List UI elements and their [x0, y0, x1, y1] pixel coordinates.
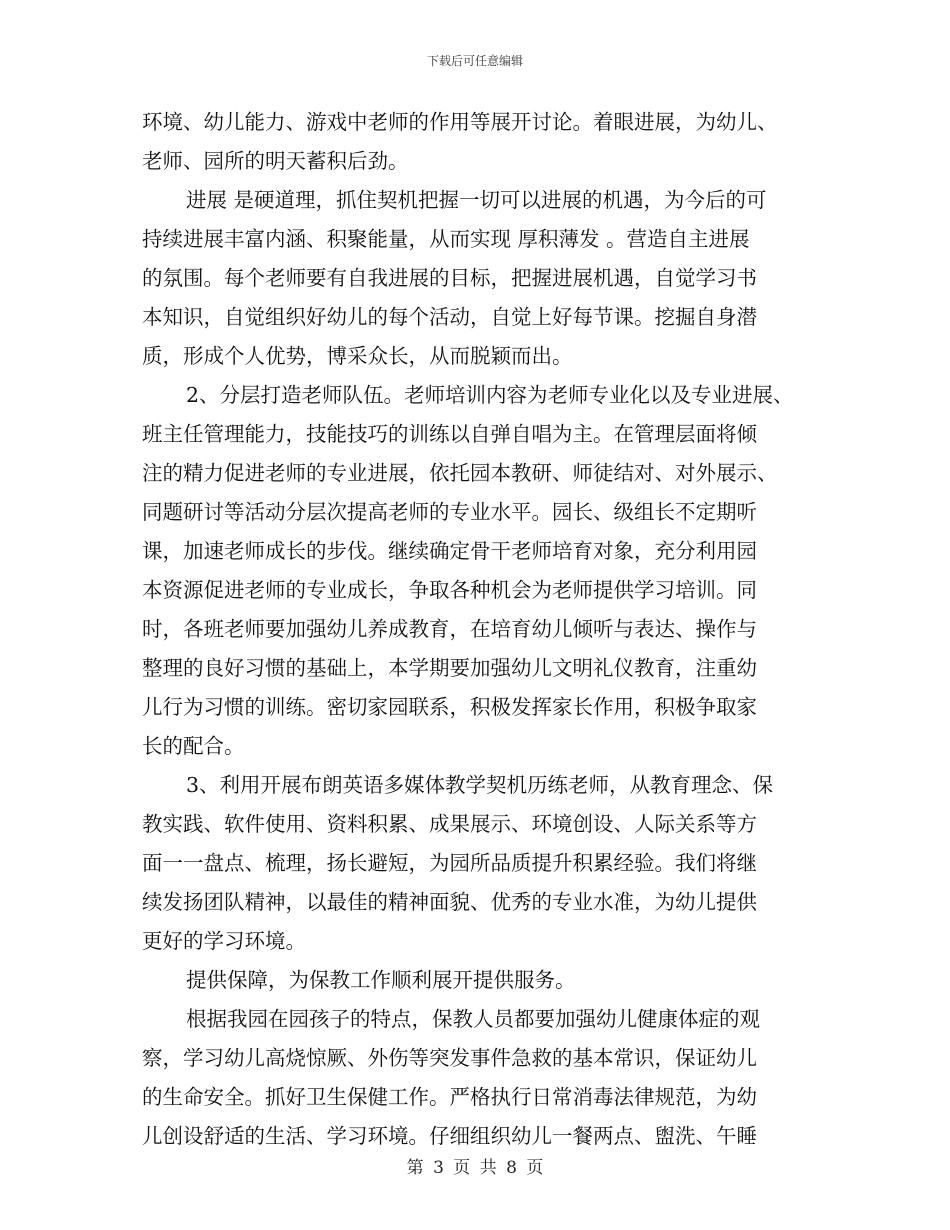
text-line: 时，各班老师要加强幼儿养成教育，在培育幼儿倾听与表达、操作与 [142, 617, 757, 641]
text-line: 同题研讨等活动分层次提高老师的专业水平。园长、级组长不定期听 [142, 500, 757, 524]
text-line: 进展 是硬道理，抓住契机把握一切可以进展的机遇，为今后的可 [186, 188, 767, 212]
text-line: 教实践、软件使用、资料积累、成果展示、环境创设、人际关系等方 [142, 812, 757, 836]
text-line: 察，学习幼儿高烧惊厥、外伤等突发事件急救的基本常识，保证幼儿 [142, 1046, 757, 1070]
text-line: 本知识，自觉组织好幼儿的每个活动，自觉上好每节课。挖掘自身潜 [142, 305, 757, 329]
text-line: 面一一盘点、梳理，扬长避短，为园所品质提升积累经验。我们将继 [142, 851, 757, 875]
text-line: 儿行为习惯的训练。密切家园联系，积极发挥家长作用，积极争取家 [142, 695, 757, 719]
text-line: 质，形成个人优势，博采众长，从而脱颖而出。 [142, 344, 573, 368]
text-line: 3、利用开展布朗英语多媒体教学契机历练老师，从教育理念、保 [186, 773, 774, 797]
text-line: 2、分层打造老师队伍。老师培训内容为老师专业化以及专业进展、 [186, 383, 794, 407]
text-line: 续发扬团队精神，以最佳的精神面貌、优秀的专业水准，为幼儿提供 [142, 890, 757, 914]
text-line: 更好的学习环境。 [142, 929, 306, 953]
document-body [142, 103, 822, 1156]
text-line: 儿创设舒适的生活、学习环境。仔细组织幼儿一餐两点、盥洗、午睡 [142, 1124, 757, 1148]
text-line: 环境、幼儿能力、游戏中老师的作用等展开讨论。着眼进展，为幼儿、 [142, 110, 778, 134]
text-line: 的氛围。每个老师要有自我进展的目标，把握进展机遇，自觉学习书 [142, 266, 757, 290]
text-line: 课，加速老师成长的步伐。继续确定骨干老师培育对象，充分利用园 [142, 539, 757, 563]
page-number-footer: 第 3 页 共 8 页 [406, 1158, 544, 1178]
text-line: 整理的良好习惯的基础上，本学期要加强幼儿文明礼仪教育，注重幼 [142, 656, 757, 680]
text-line: 根据我园在园孩子的特点，保教人员都要加强幼儿健康体症的观 [186, 1007, 760, 1031]
text-line: 本资源促进老师的专业成长，争取各种机会为老师提供学习培训。同 [142, 578, 757, 602]
text-line: 注的精力促进老师的专业进展，依托园本教研、师徒结对、对外展示、 [142, 461, 778, 485]
text-line: 持续进展丰富内涵、积聚能量，从而实现 厚积薄发 。营造自主进展 [142, 227, 750, 251]
text-line: 提供保障，为保教工作顺利展开提供服务。 [186, 968, 576, 992]
text-line: 长的配合。 [142, 734, 245, 758]
text-line: 的生命安全。抓好卫生保健工作。严格执行日常消毒法律规范，为幼 [142, 1085, 757, 1109]
text-line: 班主任管理能力，技能技巧的训练以自弹自唱为主。在管理层面将倾 [142, 422, 757, 446]
page-header: 下载后可任意编辑 [426, 54, 523, 68]
text-line: 老师、园所的明天蓄积后劲。 [142, 149, 409, 173]
